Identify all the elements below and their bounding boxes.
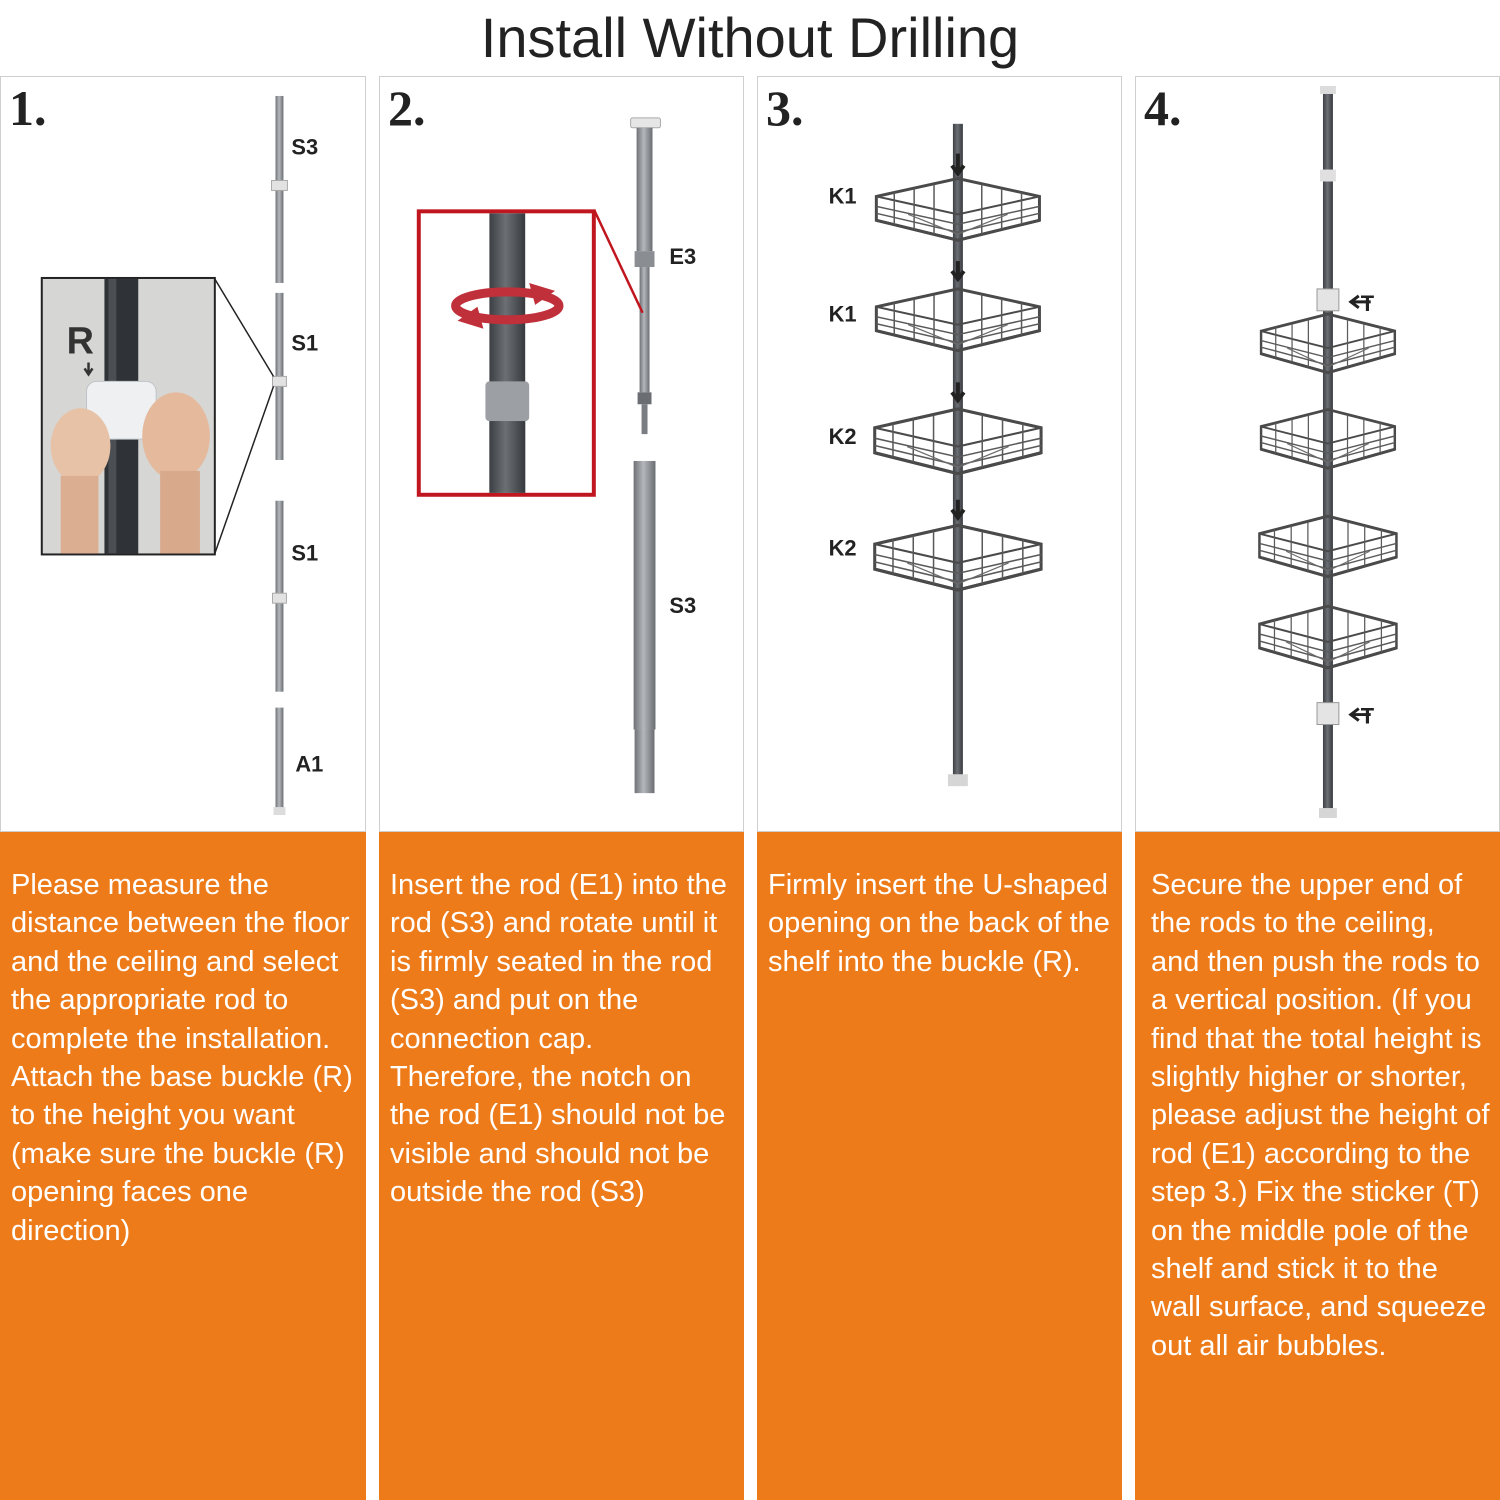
label-k2-third: K2 — [828, 424, 857, 450]
label-s1-upper: S1 — [291, 330, 319, 356]
step-1-description: Please measure the distance between the floor and the ceiling and select the appropriate rod to complete the installation. Attach the base buckle (R) to the height you want (make sure the buckle (R) opening faces one direction) — [0, 832, 366, 1500]
rod-a1-base — [274, 708, 286, 815]
step-3-description: Firmly insert the U-shaped opening on the back of the shelf into the buckle (R). — [757, 832, 1122, 1500]
label-s1-lower: S1 — [291, 540, 319, 566]
step-3-illustration — [758, 77, 1121, 831]
step-2-illustration — [380, 77, 743, 831]
rod-e3 — [631, 118, 661, 434]
step-2-number: 2. — [388, 80, 426, 136]
step-4-number: 4. — [1144, 80, 1182, 136]
rod-s3-top — [272, 96, 288, 283]
step-1-panel — [0, 76, 366, 832]
label-e3: E3 — [669, 244, 697, 270]
label-k1-second: K1 — [828, 301, 857, 327]
label-t-bottom: T — [1360, 703, 1375, 729]
rod-s1-lower — [273, 501, 287, 692]
page-title: Install Without Drilling — [480, 6, 1020, 69]
step-4-description: Secure the upper end of the rods to the ceiling, and then push the rods to a vertical position. (If you find that the total height is slightly higher or shorter, please adjust the height of rod (E1) according to the step 3.) Fix the sticker (T) on the middle pole of the shelf and stick it to the wall surface, and squeeze out all air bubbles. — [1135, 832, 1500, 1500]
step-2-panel — [379, 76, 744, 832]
step-4-panel — [1135, 76, 1500, 832]
label-s3: S3 — [669, 593, 697, 619]
rotation-detail-inset — [419, 211, 643, 494]
label-k1-top: K1 — [828, 183, 857, 209]
label-s3: S3 — [291, 134, 319, 160]
step-3-panel — [757, 76, 1122, 832]
step-3-number: 3. — [766, 80, 804, 136]
label-a1: A1 — [295, 751, 324, 777]
buckle-detail-inset — [42, 278, 274, 554]
label-t-top: T — [1360, 290, 1375, 316]
rod-s1-upper — [273, 293, 287, 460]
step-4-illustration — [1136, 77, 1499, 831]
rod-s3 — [634, 461, 656, 793]
step-1-illustration — [1, 77, 365, 831]
step-2-description: Insert the rod (E1) into the rod (S3) and rotate until it is firmly seated in the rod (S3) and put on the connection cap. Therefore, the notch on the rod (E1) should not be visible and should not be outside the rod (S3) — [379, 832, 744, 1500]
label-r: R — [66, 320, 94, 363]
step-1-number: 1. — [9, 80, 47, 136]
label-k2-fourth: K2 — [828, 535, 857, 561]
